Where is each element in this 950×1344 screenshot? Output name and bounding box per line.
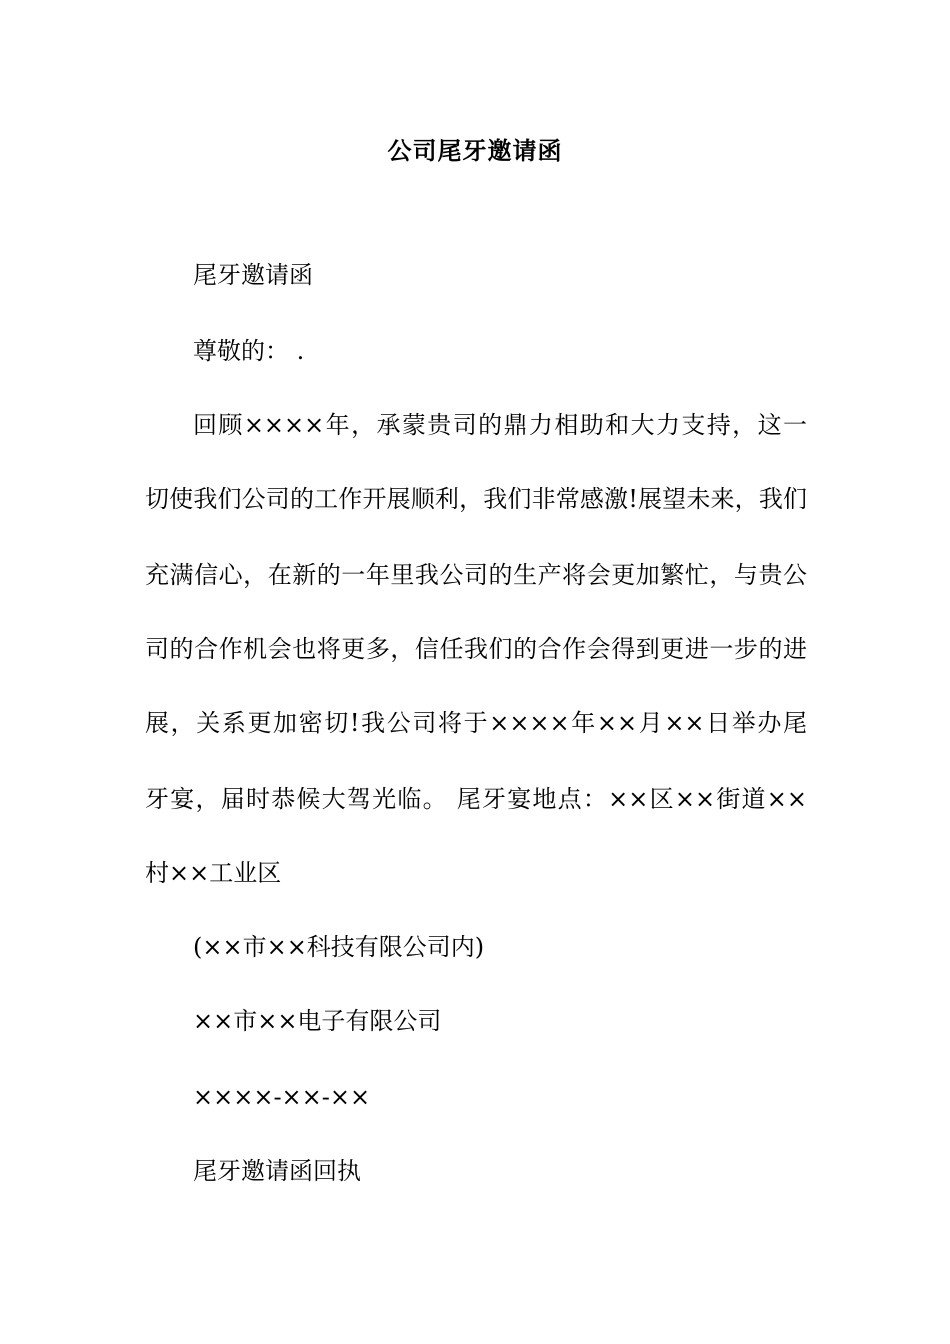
body-line-6: 牙宴，届时恭候大驾光临。 尾牙宴地点：××区××街道×× bbox=[145, 785, 807, 813]
body-line-7: 村××工业区 bbox=[145, 859, 282, 887]
body-line-4: 司的合作机会也将更多，信任我们的合作会得到更进一步的进 bbox=[145, 635, 807, 663]
body-line-5: 展，关系更加密切!我公司将于××××年××月××日举办尾 bbox=[145, 709, 807, 737]
location-note: (××市××科技有限公司内) bbox=[193, 933, 485, 961]
salutation: 尊敬的： . bbox=[193, 337, 305, 365]
body-line-2: 切使我们公司的工作开展顺利，我们非常感激!展望未来，我们 bbox=[145, 485, 807, 513]
company-name: ××市××电子有限公司 bbox=[193, 1007, 442, 1035]
document-date: ××××-××-×× bbox=[193, 1083, 371, 1111]
invitation-heading: 尾牙邀请函 bbox=[193, 261, 313, 289]
body-line-1: 回顾××××年，承蒙贵司的鼎力相助和大力支持，这一 bbox=[193, 411, 807, 439]
body-line-3: 充满信心，在新的一年里我公司的生产将会更加繁忙，与贵公 bbox=[145, 561, 807, 589]
document-title: 公司尾牙邀请函 bbox=[387, 136, 563, 165]
receipt-heading: 尾牙邀请函回执 bbox=[193, 1157, 361, 1185]
